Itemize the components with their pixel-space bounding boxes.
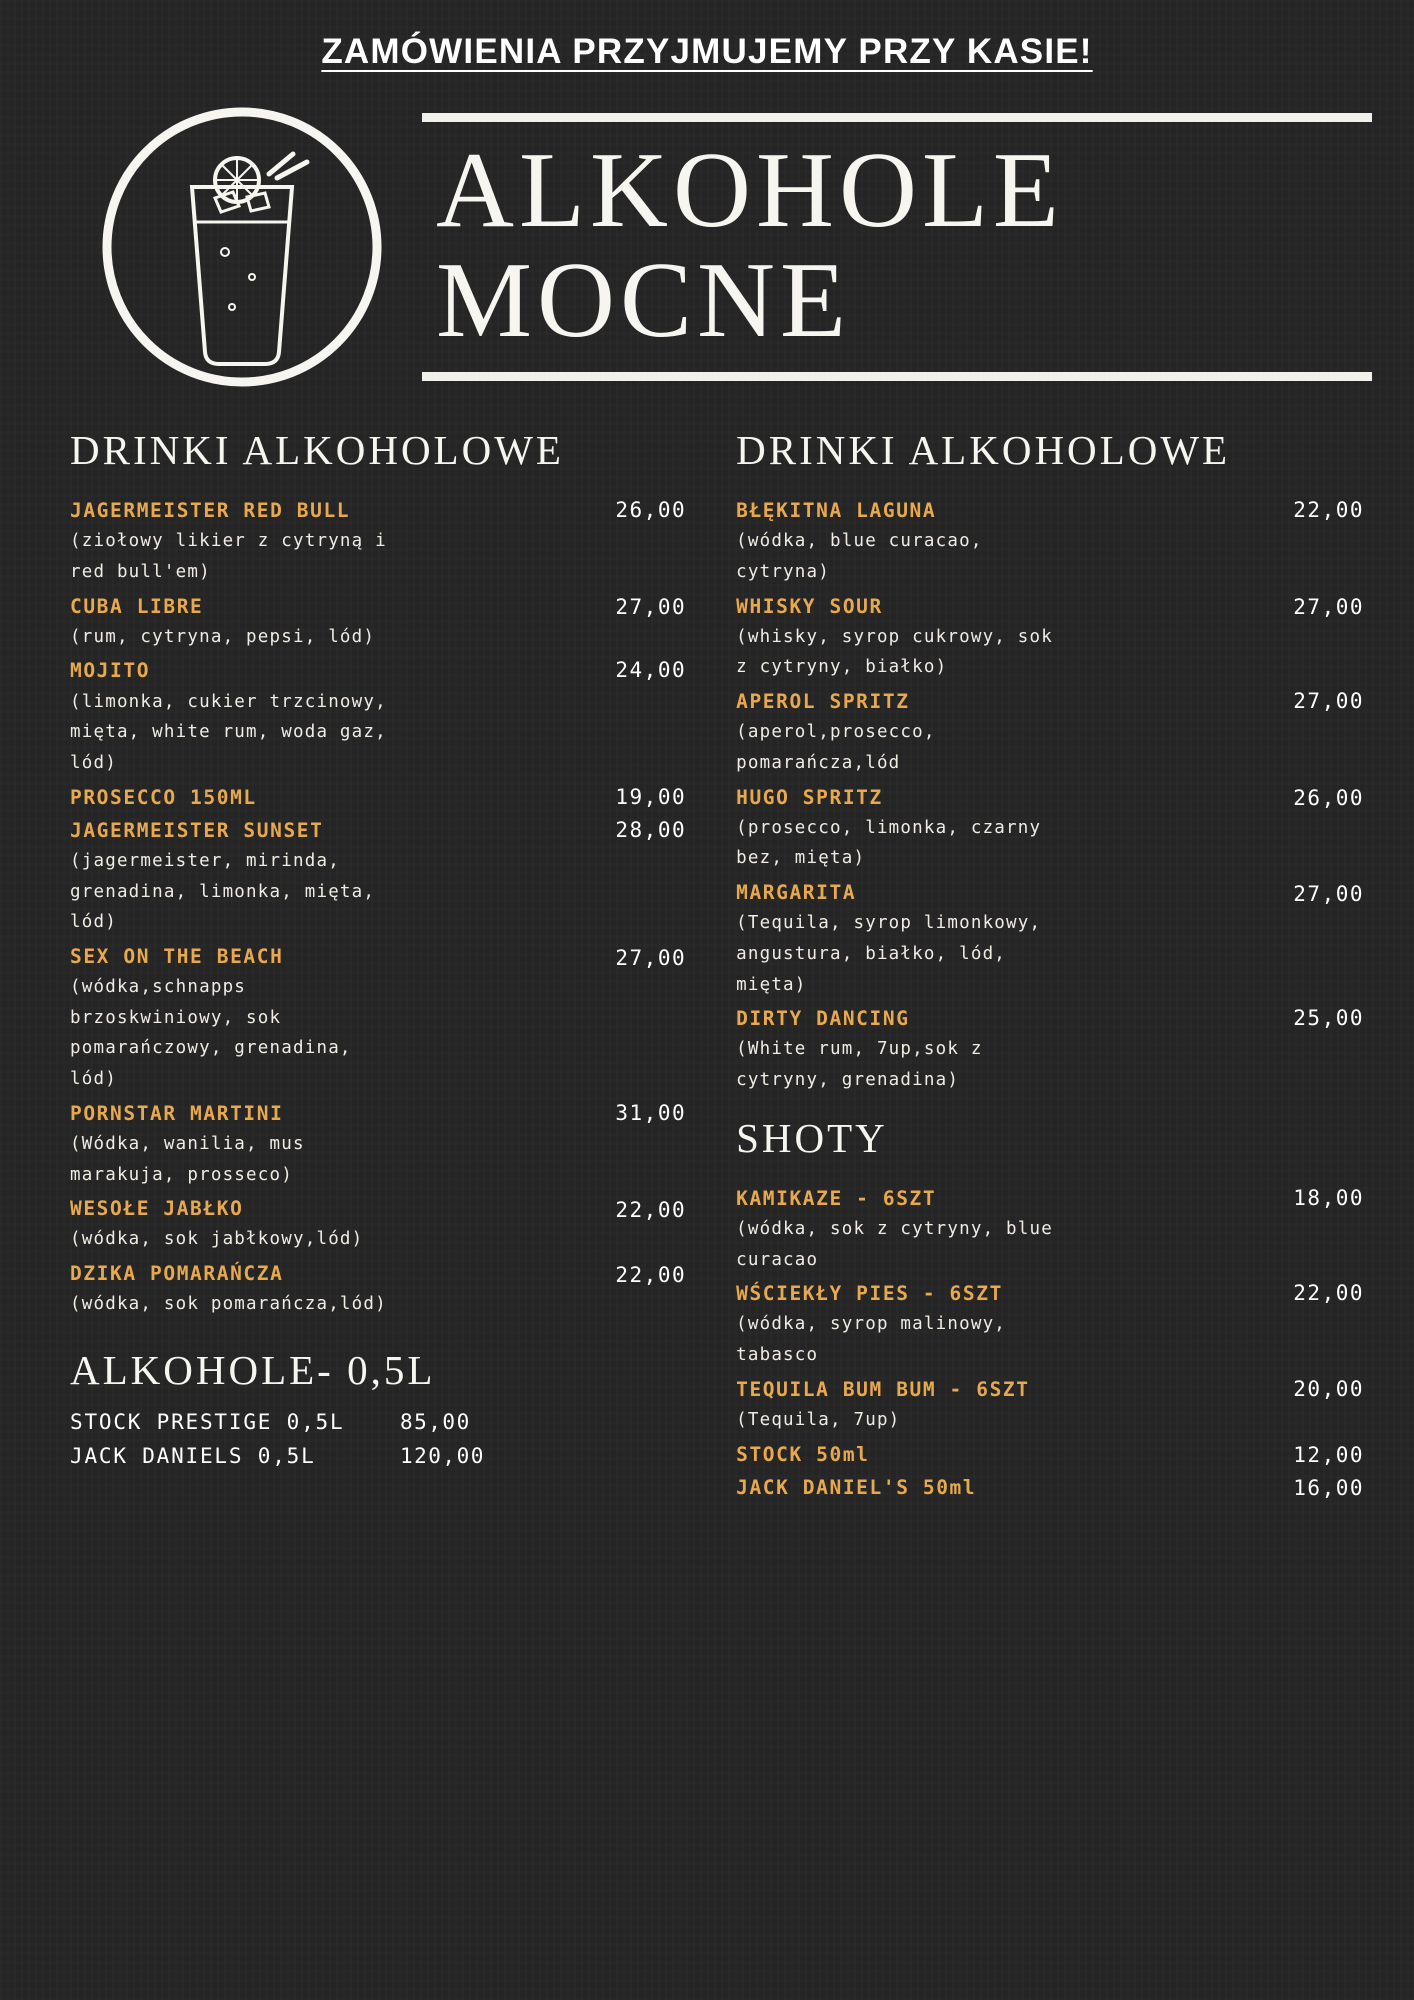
page-title-line2: MOCNE [436,241,852,360]
item-description: (whisky, syrop cukrowy, sok z cytryny, białko) [736,626,1053,678]
bottle-name: JACK DANIELS 0,5L [70,1443,316,1468]
item-name: HUGO SPRITZ [736,785,883,809]
item-description: (wódka, sok jabłkowy,lód) [70,1229,364,1250]
item-price: 24,00 [615,658,687,683]
item-name: MOJITO [70,659,151,683]
menu-item [736,1473,1364,1502]
section-title-drinks-right: DRINKI ALKOHOLOWE [736,427,1231,473]
item-name: WŚCIEKŁY PIES - 6SZT [736,1282,1003,1306]
item-name: JACK DANIEL'S 50ml [736,1475,977,1499]
item-description: (wódka, syrop malinowy, tabasco [736,1314,1007,1365]
item-price: 27,00 [1293,881,1364,906]
section-title-shots: SHOTY [736,1114,888,1161]
item-name: WHISKY SOUR [736,594,883,618]
menu-item [736,1279,1364,1371]
order-at-counter-banner: ZAMÓWIENIA PRZYJMUJEMY PRZY KASIE! [321,32,1093,71]
item-price: 19,00 [615,784,687,809]
item-name: PORNSTAR MARTINI [70,1101,284,1125]
item-price: 28,00 [615,817,687,842]
menu-header [42,102,1372,392]
bottle-price: 120,00 [400,1443,485,1468]
item-price: 27,00 [615,595,687,620]
item-name: PROSECCO 150ML [70,785,257,809]
menu-item [736,783,1364,875]
item-description: (aperol,prosecco, pomarańcza,lód [736,722,936,773]
item-name: SEX ON THE BEACH [70,944,284,968]
item-name: WESOŁE JABŁKO [70,1197,244,1221]
item-price: 20,00 [1293,1376,1364,1401]
item-description: (ziołowy likier z cytryną i red bull'em) [70,531,387,582]
menu-item [70,942,686,1095]
item-name: APEROL SPRITZ [736,690,910,713]
item-price: 22,00 [615,1262,687,1287]
item-price: 27,00 [615,945,687,970]
item-description: (prosecco, limonka, czarny bez, mięta) [736,817,1042,869]
item-price: 25,00 [1293,1006,1364,1031]
item-description: (wódka, sok z cytryny, blue curacao [736,1218,1053,1270]
section-title-bottles: ALKOHOLE- 0,5L [70,1346,436,1393]
item-price: 12,00 [1293,1443,1364,1468]
item-name: TEQUILA BUM BUM - 6SZT [736,1377,1030,1401]
title-rule-top [422,113,1372,122]
item-name: JAGERMEISTER RED BULL [70,499,351,522]
item-price: 26,00 [615,498,687,522]
menu-item [736,1004,1364,1096]
menu-item [70,1194,686,1255]
item-price: 22,00 [615,1197,687,1222]
right-column [718,426,1372,1506]
menu-item [736,1375,1364,1436]
menu-item [70,656,686,778]
menu-columns [42,426,1372,1506]
item-name: KAMIKAZE - 6SZT [736,1186,937,1210]
menu-item [70,1259,686,1320]
page-title-line1: ALKOHOLE [436,130,1064,250]
menu-item [736,592,1364,684]
item-price: 27,00 [1293,595,1364,620]
menu-item [736,496,1364,588]
title-rule-bottom [422,372,1372,381]
item-name: DIRTY DANCING [736,1007,910,1031]
item-name: BŁĘKITNA LAGUNA [736,499,937,522]
menu-item [70,592,686,653]
menu-item [70,496,686,588]
item-description: (Tequila, syrop limonkowy, angustura, białko, lód, mięta) [736,913,1042,995]
section-title-drinks-left: DRINKI ALKOHOLOWE [70,427,564,473]
item-price: 26,00 [1293,786,1364,811]
item-name: JAGERMEISTER SUNSET [70,818,324,842]
menu-item [70,1099,686,1191]
bottle-row [70,1410,686,1434]
item-price: 22,00 [1293,1281,1364,1306]
item-description: (limonka, cukier trzcinowy, mięta, white rum, woda gaz, lód) [70,691,387,773]
title-block [412,113,1372,381]
menu-item [736,1184,1364,1276]
logo [72,102,412,392]
bottle-name: STOCK PRESTIGE 0,5L [70,1409,345,1434]
item-price: 18,00 [1293,1185,1364,1210]
menu-item [70,783,686,812]
item-name: CUBA LIBRE [70,594,204,618]
menu-item [70,816,686,938]
item-description: (Wódka, wanilia, mus marakuja, prosseco) [70,1133,305,1185]
item-description: (jagermeister, mirinda, grenadina, limonka, mięta, lód) [70,851,376,933]
bottle-price: 85,00 [400,1409,471,1434]
left-column [42,426,696,1506]
item-price: 16,00 [1293,1476,1364,1501]
item-description: (White rum, 7up,sok z cytryny, grenadina) [736,1039,983,1090]
item-description: (wódka,schnapps brzoskwiniowy, sok pomarańczowy, grenadina, lód) [70,977,352,1089]
item-price: 22,00 [1293,498,1364,522]
menu-item [736,1440,1364,1469]
page-title [422,130,1372,362]
item-description: (rum, cytryna, pepsi, lód) [70,626,376,647]
item-name: DZIKA POMARAŃCZA [70,1262,284,1285]
item-description: (Tequila, 7up) [736,1409,901,1430]
item-price: 31,00 [615,1100,687,1125]
cocktail-glass-icon [97,102,387,392]
item-name: STOCK 50ml [736,1442,870,1466]
item-price: 27,00 [1293,689,1364,713]
item-description: (wódka, sok pomarańcza,lód) [70,1294,387,1315]
bottle-list [70,1410,686,1468]
item-description: (wódka, blue curacao, cytryna) [736,531,983,582]
menu-item [736,878,1364,1000]
bottle-row [70,1444,686,1468]
menu-item [736,687,1364,779]
item-name: MARGARITA [736,881,857,904]
